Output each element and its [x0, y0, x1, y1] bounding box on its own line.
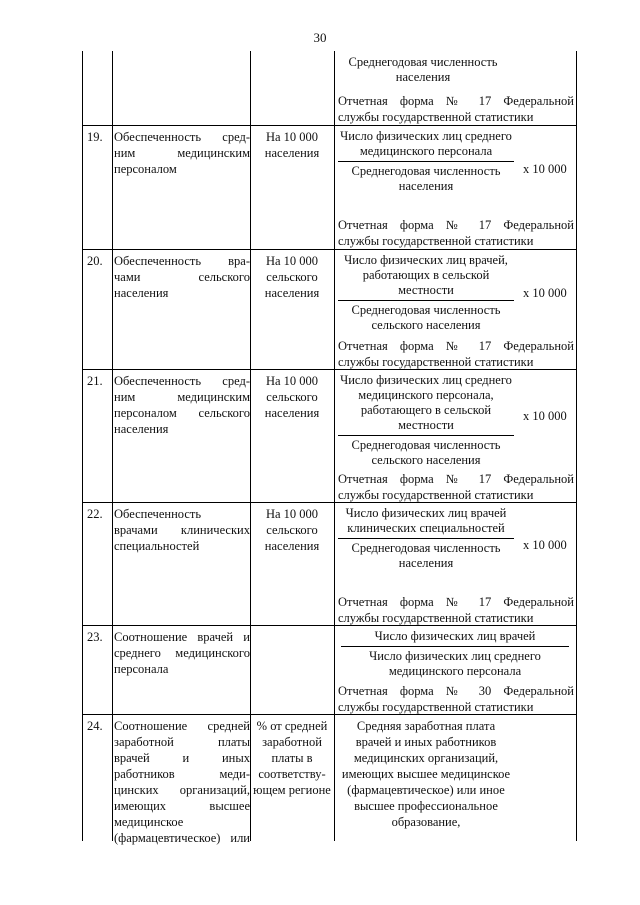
unit	[252, 129, 332, 161]
name-line: среднего медицинского	[114, 646, 250, 660]
unit-line: населения	[264, 286, 320, 300]
name-line: врачами клинических	[114, 523, 250, 537]
row-divider	[83, 125, 576, 126]
unit-line: На 10 000	[265, 507, 319, 521]
unit-line: На 10 000	[265, 130, 319, 144]
name-line: медицинское	[114, 815, 184, 829]
column-divider	[250, 51, 251, 841]
fraction-denominator: Среднегодовая численность населения	[351, 164, 501, 193]
source-line: Отчетная форма № 17 Федеральной	[338, 595, 574, 609]
source-line: службы государственной статистики	[338, 234, 534, 248]
fraction-bar	[338, 300, 514, 301]
name-line: (фармацевтическое) или	[114, 831, 250, 845]
name-line: Обеспеченность вра-	[114, 254, 250, 268]
header-source	[338, 93, 574, 125]
indicator-name	[114, 629, 250, 677]
unit	[252, 506, 332, 554]
row-number: 22.	[87, 507, 103, 521]
fraction-numerator: Число физических лиц врачей	[374, 629, 536, 643]
source	[338, 217, 574, 249]
indicator-name	[114, 718, 250, 846]
fraction-denominator: Среднегодовая численность сельского населения	[351, 303, 501, 332]
source-line: Отчетная форма № 17 Федеральной	[338, 472, 574, 486]
unit	[252, 718, 332, 798]
fraction-bar	[338, 435, 514, 436]
unit-line: заработной	[262, 735, 322, 749]
source	[338, 471, 574, 503]
fraction-denominator: Среднегодовая численность сельского населения	[351, 438, 501, 467]
name-line: Обеспеченность	[114, 507, 202, 521]
page-number: 30	[313, 30, 327, 45]
unit-line: сельского	[266, 390, 318, 404]
name-line: чами сельского	[114, 270, 250, 284]
header-fraction	[338, 55, 508, 85]
fraction-bar	[341, 646, 569, 647]
name-line: персонала	[114, 662, 169, 676]
formula-fraction	[338, 373, 514, 468]
fraction-denominator: Число физических лиц среднего медицинского персонала	[369, 649, 541, 678]
source	[338, 594, 574, 626]
fraction-numerator: Средняя заработная плата врачей и иных работников медицинских организаций, имеющих высшее медицинское (фармацевтическое) или иное высшее профессиональное образование,	[341, 719, 511, 829]
name-line: врачей и иных	[114, 751, 250, 765]
fraction-numerator: Число физических лиц врачей клинических специальностей	[345, 506, 507, 535]
fraction-bar	[338, 538, 514, 539]
name-line: ним медицинским	[114, 390, 250, 404]
multiplier: x 10 000	[523, 538, 567, 552]
source-line: Отчетная форма № 17 Федеральной	[338, 94, 574, 108]
column-divider	[334, 51, 335, 841]
source-line: Отчетная форма № 30 Федеральной	[338, 684, 574, 698]
unit-line: населения	[264, 146, 320, 160]
unit-line: населения	[264, 539, 320, 553]
source-line: службы государственной статистики	[338, 355, 534, 369]
unit-line: населения	[264, 406, 320, 420]
row-divider	[83, 249, 576, 250]
name-line: работников меди-	[114, 767, 250, 781]
unit-line: На 10 000	[265, 374, 319, 388]
indicator-name	[114, 373, 250, 437]
fraction-denominator: Среднегодовая численность населения	[351, 541, 501, 570]
row-number: 21.	[87, 374, 103, 388]
unit-line: На 10 000	[265, 254, 319, 268]
unit	[252, 253, 332, 301]
name-line: населения	[114, 286, 169, 300]
multiplier: x 10 000	[523, 286, 567, 300]
indicator-name	[114, 129, 250, 177]
source	[338, 683, 574, 715]
source	[338, 338, 574, 370]
name-line: ним медицинским	[114, 146, 250, 160]
name-line: цинских организаций,	[114, 783, 250, 797]
unit	[252, 373, 332, 421]
name-line: Соотношение средней	[114, 719, 250, 733]
fraction-numerator: Число физических лиц среднего медицинского персонала	[340, 129, 512, 158]
fraction-bar	[338, 161, 514, 162]
row-number: 20.	[87, 254, 103, 268]
source-line: службы государственной статистики	[338, 611, 534, 625]
formula-fraction	[338, 718, 514, 830]
source-line: службы государственной статистики	[338, 488, 534, 502]
name-line: заработной платы	[114, 735, 250, 749]
unit-line: платы в	[271, 751, 313, 765]
multiplier: x 10 000	[523, 409, 567, 423]
indicators-table	[82, 51, 577, 845]
row-number: 24.	[87, 719, 103, 733]
source-line: Отчетная форма № 17 Федеральной	[338, 339, 574, 353]
name-line: Соотношение врачей и	[114, 630, 250, 644]
source-line: службы государственной статистики	[338, 700, 534, 714]
fraction-numerator: Число физических лиц врачей, работающих в сельской местности	[344, 253, 508, 297]
name-line: персоналом сельского	[114, 406, 250, 420]
unit-line: сельского	[266, 523, 318, 537]
fraction-numerator: Число физических лиц среднего медицинского персонала, работающего в сельской местности	[340, 373, 512, 432]
row-number: 19.	[87, 130, 103, 144]
indicator-name	[114, 253, 250, 301]
name-line: персоналом	[114, 162, 177, 176]
name-line: населения	[114, 422, 169, 436]
name-line: имеющих высшее	[114, 799, 250, 813]
formula-fraction	[338, 129, 514, 194]
source-line: Отчетная форма № 17 Федеральной	[338, 218, 574, 232]
formula-fraction	[338, 253, 514, 333]
unit-line: соответству-	[258, 767, 326, 781]
formula-fraction	[338, 506, 514, 571]
indicator-name	[114, 506, 250, 554]
fraction-denominator: Среднегодовая численность населения	[348, 55, 498, 84]
unit-line: ющем регионе	[253, 783, 331, 797]
unit-line: % от средней	[256, 719, 328, 733]
multiplier: x 10 000	[523, 162, 567, 176]
formula-fraction	[341, 629, 569, 679]
row-number: 23.	[87, 630, 103, 644]
unit-line: сельского	[266, 270, 318, 284]
name-line: Обеспеченность сред-	[114, 374, 250, 388]
name-line: специальностей	[114, 539, 200, 553]
name-line: Обеспеченность сред-	[114, 130, 250, 144]
source-line: службы государственной статистики	[338, 110, 534, 124]
